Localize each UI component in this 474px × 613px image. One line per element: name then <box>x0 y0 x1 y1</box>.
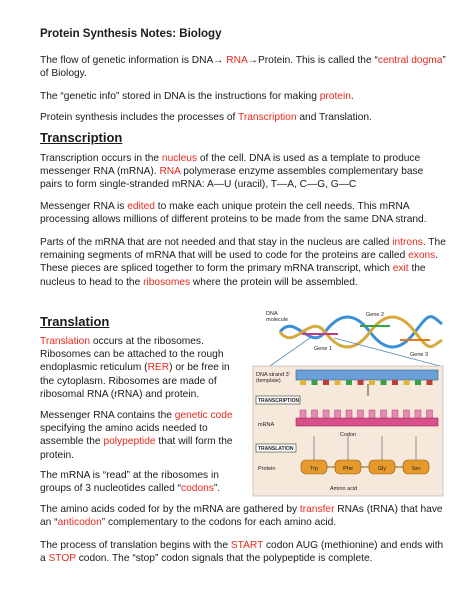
paragraph-codons: The mRNA is “read” at the ribosomes in groups of 3 nucleotides called “codons”. <box>40 470 221 495</box>
paragraph-start-stop: The process of translation begins with the START codon AUG (methionine) and ends with a STOP codon. The “stop” codon signals that the polypeptide is complete. <box>40 540 444 565</box>
page-title: Protein Synthesis Notes: Biology <box>40 28 222 40</box>
mrna-base <box>323 410 329 418</box>
paragraph-central-dogma: The flow of genetic information is DNA→ RNA→Protein. This is called the “central dogma” of Biology. <box>40 55 446 80</box>
diagram-svg <box>250 304 446 498</box>
label-transcription: TRANSCRIPTION <box>258 398 300 404</box>
label-protein: Protein <box>258 466 276 472</box>
dna-base <box>312 380 318 385</box>
label-gene3: Gene 3 <box>410 352 429 358</box>
amino-acid-label: Gly <box>377 466 387 472</box>
mrna-base <box>335 410 341 418</box>
label-dna-molecule: DNA molecule <box>266 311 289 323</box>
dna-base <box>404 380 410 385</box>
mrna-base <box>369 410 375 418</box>
dna-base <box>346 380 352 385</box>
amino-acid-label: Ser <box>411 466 421 472</box>
dna-base <box>392 380 398 385</box>
paragraph-transcription: Transcription occurs in the nucleus of the cell. DNA is used as a template to produce messenger RNA (mRNA). RNA polymerase enzyme assembles complementary base pairs to form single-stranded mRNA: A—U (uracil), T—A, C—G, G—C <box>40 153 424 191</box>
heading-transcription: Transcription <box>40 130 123 145</box>
mrna-base <box>312 410 318 418</box>
mrna-base <box>358 410 364 418</box>
paragraph-genetic-code: Messenger RNA contains the genetic code specifying the amino acids needed to assemble the polypeptide that will form the protein. <box>40 410 233 461</box>
dna-base <box>323 380 329 385</box>
dna-template-strand <box>296 370 438 380</box>
amino-acid-label: Trp <box>309 466 319 472</box>
mrna-base <box>346 410 352 418</box>
label-gene2: Gene 2 <box>366 312 385 318</box>
mrna-base <box>404 410 410 418</box>
label-mrna: mRNA <box>258 422 275 428</box>
label-amino-acid: Amino acid <box>330 486 358 492</box>
paragraph-trna: The amino acids coded for by the mRNA are gathered by transfer RNAs (tRNA) that have an “anticodon” complementary to the codons for each amino acid. <box>40 504 443 529</box>
diagram-panel <box>253 366 443 496</box>
protein-synthesis-diagram <box>250 304 446 498</box>
paragraph-genetic-info: The “genetic info” stored in DNA is the instructions for making protein. <box>40 91 354 102</box>
mrna-base <box>392 410 398 418</box>
label-translation: TRANSLATION <box>258 446 294 452</box>
dna-base <box>381 380 387 385</box>
dna-base <box>427 380 433 385</box>
paragraph-mrna-editing: Messenger RNA is edited to make each unique protein the cell needs. This mRNA processing allows millions of different proteins to be made from the same DNA strand. <box>40 201 427 226</box>
mrna-base <box>300 410 306 418</box>
paragraph-introns-exons: Parts of the mRNA that are not needed and that stay in the nucleus are called introns. The remaining segments of mRNA that will be used to code for the proteins are called exons. These pieces are spliced together to form the primary mRNA transcript, which exit the nucleus to head to the ribosomes where the protein will be assembled. <box>40 237 446 288</box>
heading-translation: Translation <box>40 314 110 329</box>
paragraph-ribosomes: Translation occurs at the ribosomes. Ribosomes can be attached to the rough endoplasmic reticulum (RER) or be free in the cytoplasm. Ribosomes are made of ribosomal RNA (rRNA) and protein. <box>40 336 230 400</box>
arrow-icon: → <box>247 55 258 66</box>
dna-base <box>358 380 364 385</box>
label-gene1: Gene 1 <box>314 346 333 352</box>
dna-base <box>369 380 375 385</box>
mrna-strand <box>296 418 438 426</box>
mrna-base <box>427 410 433 418</box>
mrna-base <box>381 410 387 418</box>
dna-base <box>335 380 341 385</box>
amino-acid-label: Phe <box>343 466 353 472</box>
label-codon: Codon <box>340 432 357 438</box>
paragraph-protein-synthesis: Protein synthesis includes the processes of Transcription and Translation. <box>40 112 372 123</box>
mrna-base <box>415 410 421 418</box>
dna-base <box>300 380 306 385</box>
dna-base <box>415 380 421 385</box>
label-dna-strand: DNA strand 3' (template) <box>256 372 290 384</box>
arrow-icon: → <box>213 55 224 66</box>
